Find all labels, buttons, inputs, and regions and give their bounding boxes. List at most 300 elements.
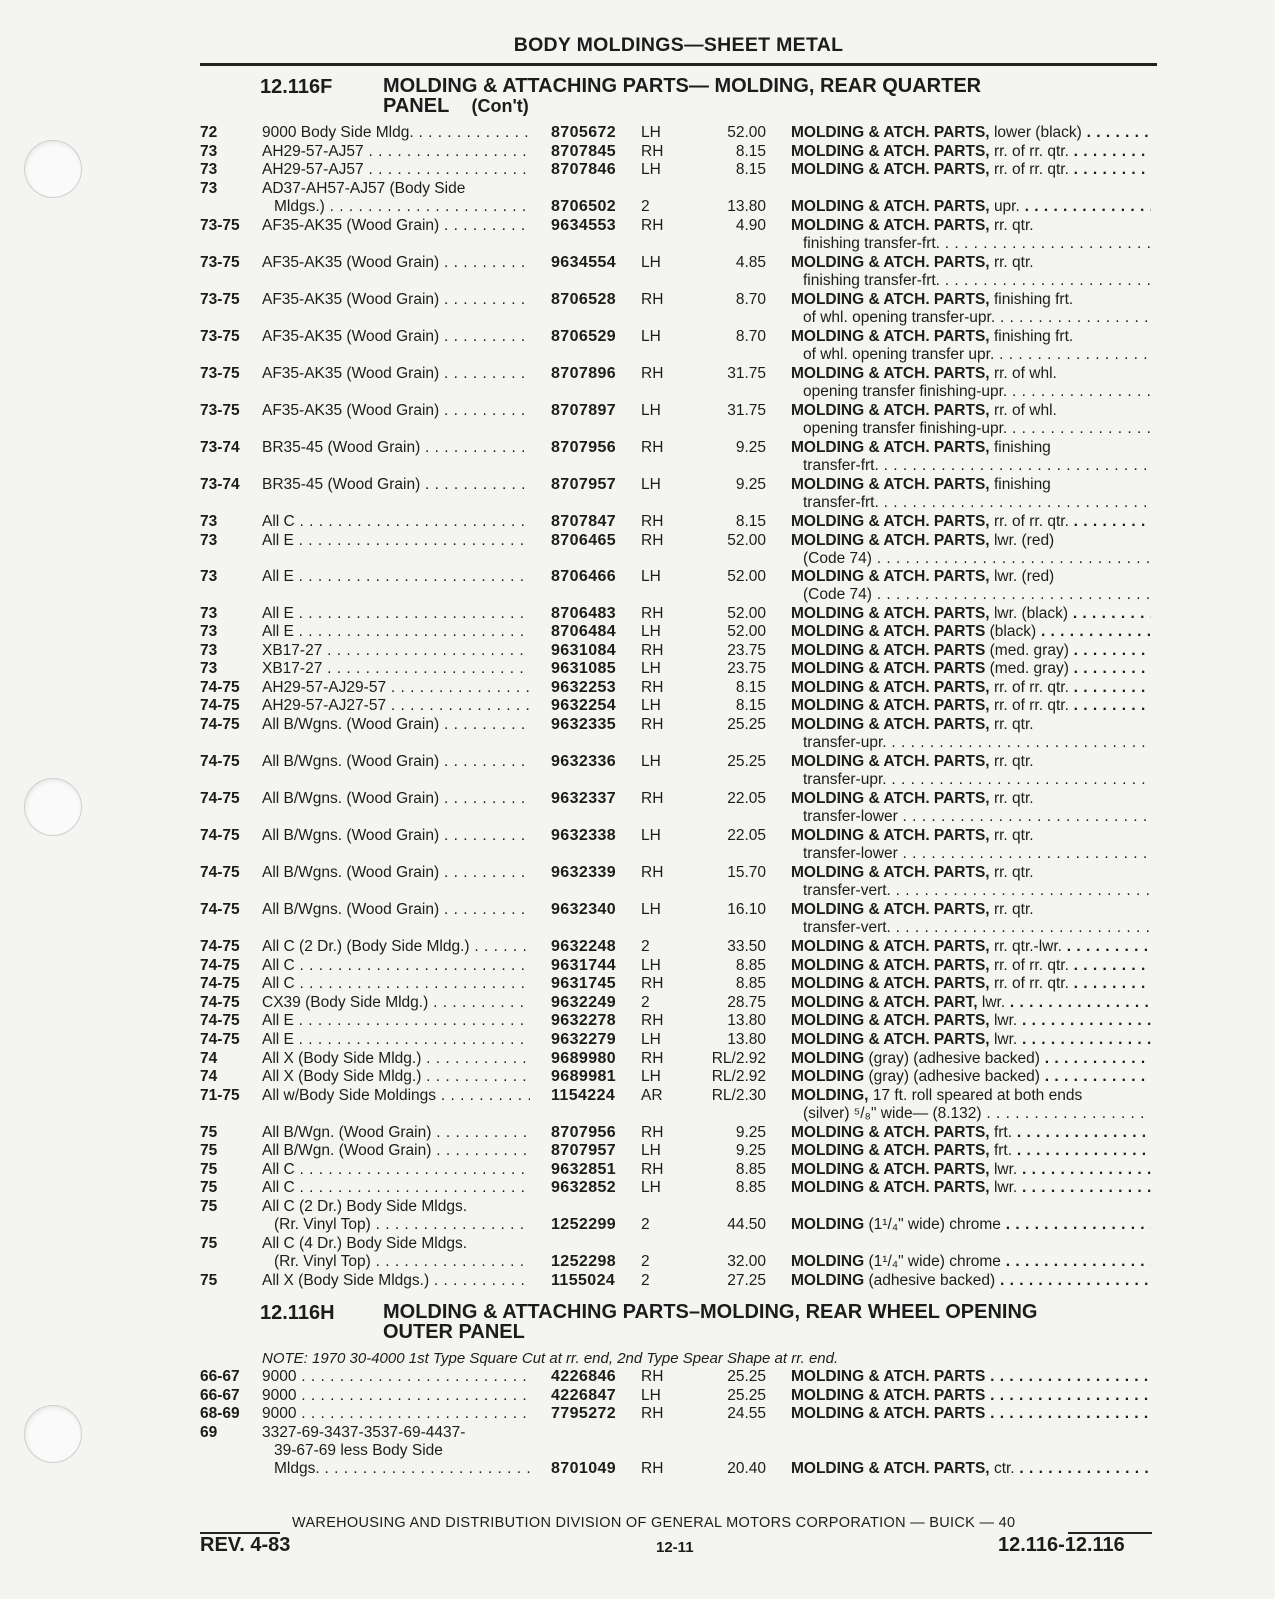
price: 9.25 xyxy=(735,1124,766,1141)
model-year: 73 xyxy=(200,143,218,160)
model-description xyxy=(262,1087,530,1105)
model-year: 75 xyxy=(200,1272,218,1289)
part-number: 8706484 xyxy=(551,623,617,640)
model-year: 75 xyxy=(200,1179,218,1196)
quantity: RH xyxy=(641,217,664,234)
price: 8.85 xyxy=(735,957,766,974)
model-year: 74-75 xyxy=(200,957,240,974)
model-year: 73-74 xyxy=(200,476,240,493)
part-name-line xyxy=(791,642,1151,660)
revision-date: REV. 4-83 xyxy=(200,1534,291,1556)
part-name-bold: MOLDING & ATCH. PARTS, xyxy=(791,161,990,178)
part-name-line xyxy=(791,161,1151,179)
description-line: All E . . . xyxy=(262,623,530,641)
model-description xyxy=(262,124,530,142)
price: 13.80 xyxy=(727,1012,766,1029)
part-name-detail: rr. qtr. xyxy=(993,217,1034,234)
part-name-bold: MOLDING & ATCH. PARTS, xyxy=(791,198,990,215)
model-year: 74-75 xyxy=(200,1031,240,1048)
part-name-detail: (1¹/₄" wide) chrome xyxy=(868,1216,1001,1233)
price: 31.75 xyxy=(727,365,766,382)
part-name-line: finishing transfer-frt. . . . xyxy=(791,235,1151,253)
description-line: All B/Wgns. (Wood Grain) . . . xyxy=(262,790,530,808)
model-description xyxy=(262,623,530,641)
part-name-line xyxy=(791,660,1151,678)
page-number: 12-11 xyxy=(656,1539,694,1556)
part-number: 9631745 xyxy=(551,975,617,992)
part-name-bold: MOLDING & ATCH. PARTS, xyxy=(791,513,990,530)
part-name-bold: MOLDING & ATCH. PARTS xyxy=(791,642,986,659)
description-line: All C (4 Dr.) Body Side Mldgs. xyxy=(262,1235,468,1252)
quantity: RH xyxy=(641,716,664,733)
price: 25.25 xyxy=(727,1387,766,1404)
part-number: 9632852 xyxy=(551,1179,617,1196)
model-year: 74-75 xyxy=(200,975,240,992)
part-name xyxy=(791,365,1151,401)
model-description xyxy=(262,532,530,550)
description-line: AF35-AK35 (Wood Grain) . . . xyxy=(262,291,530,309)
part-number: 4226847 xyxy=(551,1387,617,1404)
part-name-line xyxy=(791,1387,1151,1405)
part-number: 4226846 xyxy=(551,1368,617,1385)
description-line: All E . . . xyxy=(262,1012,530,1030)
part-name-bold: MOLDING & ATCH. PARTS, xyxy=(791,1179,990,1196)
footer-text: WAREHOUSING AND DISTRIBUTION DIVISION OF GENERAL MOTORS CORPORATION — BUICK — 40 xyxy=(292,1515,1016,1531)
quantity: 2 xyxy=(641,198,650,215)
model-description xyxy=(262,716,530,734)
part-name-line: transfer-frt. . . . xyxy=(791,494,1151,512)
description-line: All E . . . xyxy=(262,605,530,623)
part-name xyxy=(791,957,1151,975)
part-name-line xyxy=(791,901,1151,919)
part-number: 8706483 xyxy=(551,605,617,622)
part-number: 1154224 xyxy=(551,1087,616,1104)
part-name-bold: MOLDING & ATCH. PARTS, xyxy=(791,790,990,807)
model-description xyxy=(262,827,530,845)
part-name-detail: finishing frt. xyxy=(993,291,1074,308)
part-name-line xyxy=(791,975,1151,993)
price: 8.15 xyxy=(735,161,766,178)
part-name-line xyxy=(791,1179,1151,1197)
model-description xyxy=(262,439,530,457)
model-year: 73 xyxy=(200,623,218,640)
price: RL/2.30 xyxy=(711,1087,766,1104)
part-number: 8706528 xyxy=(551,291,617,308)
model-year: 72 xyxy=(200,124,218,141)
model-year: 74-75 xyxy=(200,790,240,807)
part-name xyxy=(791,753,1151,789)
description-line: All B/Wgns. (Wood Grain) . . . xyxy=(262,716,530,734)
part-name-line: (Code 74) . . . xyxy=(791,586,1151,604)
price: 4.85 xyxy=(735,254,766,271)
part-name-detail: rr. of rr. qtr. xyxy=(993,143,1069,160)
part-name-bold: MOLDING & ATCH. PARTS, xyxy=(791,254,990,271)
part-number: 7795272 xyxy=(551,1405,617,1422)
price: 8.85 xyxy=(735,1161,766,1178)
part-name-line xyxy=(791,697,1151,715)
part-name-line xyxy=(791,291,1151,309)
part-name-bold: MOLDING & ATCH. PARTS, xyxy=(791,864,990,881)
part-name-line xyxy=(791,1068,1151,1086)
quantity: RH xyxy=(641,605,664,622)
part-name-bold: MOLDING & ATCH. PARTS, xyxy=(791,402,990,419)
part-name-detail: frt. xyxy=(993,1124,1013,1141)
part-number: 1155024 xyxy=(551,1272,616,1289)
part-name-bold: MOLDING & ATCH. PARTS xyxy=(791,623,986,640)
description-line: All X (Body Side Mldg.) . . . xyxy=(262,1050,530,1068)
part-name-line xyxy=(791,957,1151,975)
quantity: RH xyxy=(641,532,664,549)
part-name-bold: MOLDING & ATCH. PARTS, xyxy=(791,1124,990,1141)
model-year: 73 xyxy=(200,513,218,530)
part-name-bold: MOLDING & ATCH. PART, xyxy=(791,994,978,1011)
price: 13.80 xyxy=(727,1031,766,1048)
part-number: 8707846 xyxy=(551,161,617,178)
part-number: 9632851 xyxy=(551,1161,617,1178)
part-name-detail: rr. qtr. xyxy=(993,827,1034,844)
model-description xyxy=(262,291,530,309)
part-number: 8707847 xyxy=(551,513,617,530)
quantity: LH xyxy=(641,753,661,770)
part-number: 1252298 xyxy=(551,1253,617,1270)
section-heading xyxy=(200,76,1157,116)
price: 9.25 xyxy=(735,439,766,456)
model-description xyxy=(262,328,530,346)
model-description xyxy=(262,513,530,531)
quantity: LH xyxy=(641,827,661,844)
description-line: AF35-AK35 (Wood Grain) . . . xyxy=(262,365,530,383)
description-line: All X (Body Side Mldg.) . . . xyxy=(262,1068,530,1086)
part-name xyxy=(791,660,1151,678)
part-number: 8707956 xyxy=(551,439,617,456)
quantity: RH xyxy=(641,1012,664,1029)
part-name-line: (Code 74) . . . xyxy=(791,550,1151,568)
part-number: 9632336 xyxy=(551,753,617,770)
part-name-bold: MOLDING & ATCH. PARTS, xyxy=(791,124,990,141)
part-name xyxy=(791,143,1151,161)
part-name-detail: rr. qtr. xyxy=(993,864,1034,881)
model-description xyxy=(262,1050,530,1068)
quantity: LH xyxy=(641,697,661,714)
model-year: 73-75 xyxy=(200,402,240,419)
part-name-line xyxy=(791,513,1151,531)
model-year: 75 xyxy=(200,1142,218,1159)
part-number: 9632335 xyxy=(551,716,617,733)
model-description xyxy=(262,161,530,179)
price: 25.25 xyxy=(727,716,766,733)
description-line: XB17-27 . . . xyxy=(262,660,530,678)
part-name-line xyxy=(791,1124,1151,1142)
model-description xyxy=(262,790,530,808)
price: 22.05 xyxy=(727,827,766,844)
description-line: All B/Wgns. (Wood Grain) . . . xyxy=(262,827,530,845)
price: 23.75 xyxy=(727,642,766,659)
price: 52.00 xyxy=(727,568,766,585)
page-header: BODY MOLDINGS—SHEET METAL xyxy=(513,34,844,56)
part-name-bold: MOLDING & ATCH. PARTS, xyxy=(791,938,990,955)
part-number: 8706465 xyxy=(551,532,617,549)
model-description xyxy=(262,864,530,882)
part-name xyxy=(791,679,1151,697)
model-year: 73 xyxy=(200,161,218,178)
part-name xyxy=(791,1368,1151,1386)
model-year: 73 xyxy=(200,642,218,659)
part-name xyxy=(791,513,1151,531)
part-name-bold: MOLDING xyxy=(791,1272,865,1289)
model-year: 74-75 xyxy=(200,938,240,955)
part-name xyxy=(791,864,1151,900)
model-year: 74-75 xyxy=(200,864,240,881)
model-description xyxy=(262,1424,530,1478)
price: 20.40 xyxy=(727,1460,766,1477)
model-description xyxy=(262,679,530,697)
description-line: All B/Wgns. (Wood Grain) . . . xyxy=(262,864,530,882)
part-name-bold: MOLDING & ATCH. PARTS xyxy=(791,1368,986,1385)
part-name-line: transfer-upr. . . . xyxy=(791,734,1151,752)
model-year: 73-74 xyxy=(200,439,240,456)
part-name-line xyxy=(791,605,1151,623)
part-name-detail: rr. of rr. qtr. xyxy=(993,975,1069,992)
part-name-detail: rr. of rr. qtr. xyxy=(993,513,1069,530)
quantity: LH xyxy=(641,1068,661,1085)
part-name xyxy=(791,1050,1151,1068)
model-year: 74 xyxy=(200,1050,218,1067)
section-title: MOLDING & ATTACHING PARTS— MOLDING, REAR QUARTER PANEL (Con't) xyxy=(383,75,982,117)
model-description xyxy=(262,402,530,420)
description-line: AF35-AK35 (Wood Grain) . . . xyxy=(262,254,530,272)
quantity: LH xyxy=(641,660,661,677)
description-line: All B/Wgn. (Wood Grain) . . . xyxy=(262,1142,530,1160)
model-description xyxy=(262,1387,530,1405)
part-name-detail: lwr. xyxy=(993,1012,1018,1029)
part-name xyxy=(791,1142,1151,1160)
model-description xyxy=(262,1198,530,1234)
part-name xyxy=(791,328,1151,364)
part-number: 9632253 xyxy=(551,679,617,696)
part-name-bold: MOLDING & ATCH. PARTS xyxy=(791,1387,986,1404)
part-name-detail: (gray) (adhesive backed) xyxy=(868,1050,1040,1067)
part-number: 9689981 xyxy=(551,1068,617,1085)
part-name-detail: rr. of rr. qtr. xyxy=(993,957,1069,974)
part-name xyxy=(791,532,1151,568)
description-line: BR35-45 (Wood Grain) . . . xyxy=(262,439,530,457)
quantity: 2 xyxy=(641,938,650,955)
binder-hole xyxy=(24,778,82,836)
part-name-line: transfer-lower . . . xyxy=(791,845,1151,863)
part-number: 9689980 xyxy=(551,1050,617,1067)
part-name-detail: lwr. (black) xyxy=(993,605,1069,622)
part-name xyxy=(791,827,1151,863)
description-line: AF35-AK35 (Wood Grain) . . . xyxy=(262,217,530,235)
description-line: AF35-AK35 (Wood Grain) . . . xyxy=(262,402,530,420)
part-name-line xyxy=(791,1405,1151,1423)
part-name xyxy=(791,1272,1151,1290)
part-name-bold: MOLDING xyxy=(791,1253,865,1270)
price: 8.70 xyxy=(735,328,766,345)
part-name-line: finishing transfer-frt. . . . xyxy=(791,272,1151,290)
part-name-line xyxy=(791,1368,1151,1386)
quantity: RH xyxy=(641,365,664,382)
model-year: 73-75 xyxy=(200,217,240,234)
price: 44.50 xyxy=(727,1216,766,1233)
part-name-detail: rr. of rr. qtr. xyxy=(993,697,1069,714)
model-description xyxy=(262,1161,530,1179)
part-name-detail: finishing frt. xyxy=(993,328,1074,345)
part-name xyxy=(791,623,1151,641)
part-name-bold: MOLDING & ATCH. PARTS, xyxy=(791,217,990,234)
model-description xyxy=(262,697,530,715)
part-number: 9631085 xyxy=(551,660,617,677)
description-line: All B/Wgn. (Wood Grain) . . . xyxy=(262,1124,530,1142)
part-name xyxy=(791,697,1151,715)
model-description xyxy=(262,957,530,975)
part-name-bold: MOLDING & ATCH. PARTS, xyxy=(791,679,990,696)
part-number: 9631084 xyxy=(551,642,617,659)
part-name xyxy=(791,605,1151,623)
model-year: 74-75 xyxy=(200,753,240,770)
quantity: RH xyxy=(641,1405,664,1422)
quantity: RH xyxy=(641,1161,664,1178)
part-name-line xyxy=(791,198,1151,216)
description-line: AH29-57-AJ27-57 . . . xyxy=(262,697,530,715)
part-name-detail: (1¹/₄" wide) chrome xyxy=(868,1253,1001,1270)
part-name-line xyxy=(791,994,1151,1012)
part-name-detail: upr. xyxy=(993,198,1020,215)
part-name xyxy=(791,1179,1151,1197)
model-description xyxy=(262,1068,530,1086)
model-year: 69 xyxy=(200,1424,218,1441)
quantity: AR xyxy=(641,1087,663,1104)
part-name-detail: (black) xyxy=(989,623,1037,640)
part-name-detail: rr. qtr. xyxy=(993,254,1034,271)
part-name-bold: MOLDING & ATCH. PARTS, xyxy=(791,901,990,918)
description-line: 9000 Body Side Mldg. . . . xyxy=(262,124,530,142)
binder-hole xyxy=(24,1405,82,1463)
quantity: LH xyxy=(641,328,661,345)
model-description xyxy=(262,217,530,235)
model-year: 74-75 xyxy=(200,1012,240,1029)
description-line: 9000 . . . xyxy=(262,1405,530,1423)
part-name xyxy=(791,1124,1151,1142)
part-number: 9631744 xyxy=(551,957,617,974)
price: 52.00 xyxy=(727,532,766,549)
part-number: 9632248 xyxy=(551,938,617,955)
part-name-line: of whl. opening transfer-upr. . . . xyxy=(791,309,1151,327)
description-line: All C (2 Dr.) Body Side Mldgs. xyxy=(262,1198,468,1215)
model-year: 68-69 xyxy=(200,1405,240,1422)
part-name-line xyxy=(791,143,1151,161)
price: 23.75 xyxy=(727,660,766,677)
description-line: All X (Body Side Mldgs.) . . . xyxy=(262,1272,530,1290)
model-year: 74-75 xyxy=(200,827,240,844)
description-line: 3327-69-3437-3537-69-4437- xyxy=(262,1424,466,1441)
model-year: 74-75 xyxy=(200,679,240,696)
quantity: LH xyxy=(641,1387,661,1404)
part-name xyxy=(791,1087,1151,1123)
model-year: 73 xyxy=(200,605,218,622)
price: 52.00 xyxy=(727,124,766,141)
section-title: MOLDING & ATTACHING PARTS–MOLDING, REAR WHEEL OPENING OUTER PANEL xyxy=(383,1301,1038,1343)
part-name-detail: lwr. xyxy=(981,994,1006,1011)
quantity: LH xyxy=(641,124,661,141)
part-number: 9632338 xyxy=(551,827,617,844)
part-name-line: transfer-frt. . . . xyxy=(791,457,1151,475)
part-number: 9632337 xyxy=(551,790,617,807)
part-name-line xyxy=(791,1012,1151,1030)
price: 13.80 xyxy=(727,198,766,215)
description-line: All B/Wgns. (Wood Grain) . . . xyxy=(262,753,530,771)
part-name-detail: rr. qtr. xyxy=(993,716,1034,733)
description-line: All E . . . xyxy=(262,1031,530,1049)
quantity: LH xyxy=(641,402,661,419)
part-name-bold: MOLDING, xyxy=(791,1087,869,1104)
part-name-line xyxy=(791,1161,1151,1179)
quantity: LH xyxy=(641,1031,661,1048)
part-name-detail: (med. gray) xyxy=(989,642,1069,659)
part-name-line xyxy=(791,1087,1151,1105)
part-name xyxy=(791,217,1151,253)
description-line: All C . . . xyxy=(262,975,530,993)
quantity: LH xyxy=(641,476,661,493)
part-name-detail: rr. of rr. qtr. xyxy=(993,161,1069,178)
description-line: BR35-45 (Wood Grain) . . . xyxy=(262,476,530,494)
description-line: (Rr. Vinyl Top) . . . xyxy=(262,1253,530,1271)
model-description xyxy=(262,143,530,161)
description-line: All C . . . xyxy=(262,513,530,531)
part-name xyxy=(791,124,1151,142)
price: 31.75 xyxy=(727,402,766,419)
part-name xyxy=(791,994,1151,1012)
quantity: LH xyxy=(641,1142,661,1159)
part-number: 9632339 xyxy=(551,864,617,881)
model-year: 74 xyxy=(200,1068,218,1085)
part-name-detail: (med. gray) xyxy=(989,660,1069,677)
model-description xyxy=(262,1235,530,1271)
part-name-line xyxy=(791,568,1151,586)
part-name-line xyxy=(791,328,1151,346)
model-year: 66-67 xyxy=(200,1387,240,1404)
description-line: 9000 . . . xyxy=(262,1368,530,1386)
price: 32.00 xyxy=(727,1253,766,1270)
description-line: All C . . . xyxy=(262,1179,530,1197)
quantity: RH xyxy=(641,679,664,696)
model-description xyxy=(262,254,530,272)
price: 25.25 xyxy=(727,753,766,770)
model-year: 66-67 xyxy=(200,1368,240,1385)
part-name-bold: MOLDING & ATCH. PARTS, xyxy=(791,291,990,308)
model-description xyxy=(262,1142,530,1160)
model-description xyxy=(262,1405,530,1423)
quantity: RH xyxy=(641,1050,664,1067)
model-description xyxy=(262,1031,530,1049)
description-line: All C . . . xyxy=(262,957,530,975)
description-line: All E . . . xyxy=(262,568,530,586)
description-line: Mldgs.) . . . xyxy=(262,198,530,216)
quantity: LH xyxy=(641,901,661,918)
model-description xyxy=(262,1124,530,1142)
part-name-bold: MOLDING & ATCH. PARTS, xyxy=(791,957,990,974)
part-number: 9632249 xyxy=(551,994,617,1011)
part-name xyxy=(791,402,1151,438)
quantity: LH xyxy=(641,254,661,271)
part-name-detail: (gray) (adhesive backed) xyxy=(868,1068,1040,1085)
model-description xyxy=(262,1272,530,1290)
model-description xyxy=(262,1012,530,1030)
description-line: CX39 (Body Side Mldg.) . . . xyxy=(262,994,530,1012)
description-line: AH29-57-AJ29-57 . . . xyxy=(262,679,530,697)
part-name-detail: rr. of whl. xyxy=(993,402,1057,419)
model-year: 74-75 xyxy=(200,697,240,714)
